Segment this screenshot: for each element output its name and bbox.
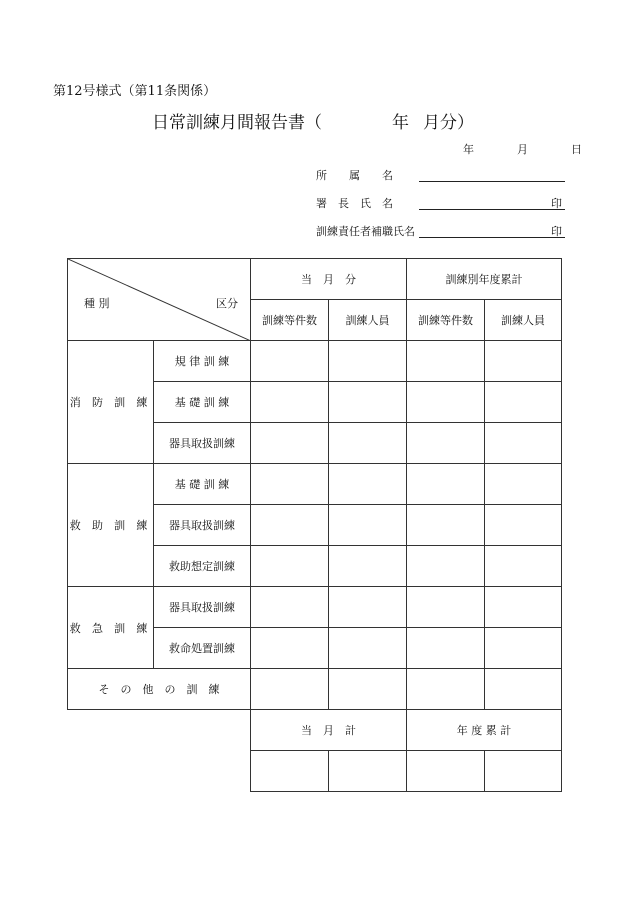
table-cell[interactable] <box>251 628 329 669</box>
table-cell[interactable] <box>329 505 407 546</box>
row-label: 救助想定訓練 <box>154 546 251 587</box>
date-line <box>463 141 582 157</box>
table-cell[interactable] <box>407 669 485 710</box>
total-cell[interactable] <box>485 751 562 792</box>
row-label: 規 律 訓 練 <box>154 341 251 382</box>
table-cell[interactable] <box>485 464 562 505</box>
table-cell[interactable] <box>407 587 485 628</box>
header-current-month: 当 月 分 <box>251 259 407 300</box>
group-ems: 救 急 訓 練 <box>68 587 154 669</box>
row-label: 救命処置訓練 <box>154 628 251 669</box>
station-chief-label: 署 長 氏 名 <box>316 197 393 210</box>
table-cell[interactable] <box>251 341 329 382</box>
seal-mark: 印 <box>551 225 562 238</box>
table-cell[interactable] <box>329 464 407 505</box>
table-cell[interactable] <box>329 546 407 587</box>
date-day: 日 <box>571 143 582 156</box>
table-cell[interactable] <box>407 341 485 382</box>
affiliation-label: 所 属 名 <box>316 169 393 182</box>
group-rescue: 救 助 訓 練 <box>68 464 154 587</box>
table-cell[interactable] <box>251 505 329 546</box>
title-year: 年 <box>392 113 409 133</box>
table-cell[interactable] <box>251 587 329 628</box>
title-prefix: 日常訓練月間報告書（ <box>152 113 322 133</box>
report-table <box>67 258 562 792</box>
document-title <box>152 108 474 133</box>
date-month: 月 <box>517 143 528 156</box>
row-label: 器具取扱訓練 <box>154 505 251 546</box>
table-cell[interactable] <box>329 628 407 669</box>
table-cell[interactable] <box>485 669 562 710</box>
table-cell[interactable] <box>485 505 562 546</box>
total-year-header: 年 度 累 計 <box>407 710 562 751</box>
total-cell[interactable] <box>407 751 485 792</box>
training-officer-line[interactable] <box>419 237 565 238</box>
row-label: 器具取扱訓練 <box>154 423 251 464</box>
table-cell[interactable] <box>251 382 329 423</box>
table-cell[interactable] <box>407 628 485 669</box>
header-people: 訓練人員 <box>329 300 407 341</box>
corner-label-category: 区分 <box>216 297 238 310</box>
table-cell[interactable] <box>485 546 562 587</box>
table-cell[interactable] <box>407 505 485 546</box>
training-officer-field[interactable] <box>316 223 566 239</box>
corner-label-type: 種 別 <box>84 297 110 310</box>
table-cell[interactable] <box>485 587 562 628</box>
table-cell[interactable] <box>407 382 485 423</box>
total-month-header: 当 月 計 <box>251 710 407 751</box>
table-cell[interactable] <box>329 587 407 628</box>
table-cell[interactable] <box>485 341 562 382</box>
row-label: 基 礎 訓 練 <box>154 382 251 423</box>
affiliation-line[interactable] <box>419 181 565 182</box>
table-cell[interactable] <box>251 423 329 464</box>
table-cell[interactable] <box>407 464 485 505</box>
affiliation-field[interactable] <box>316 167 566 183</box>
table-cell[interactable] <box>407 546 485 587</box>
title-month: 月分） <box>423 113 474 133</box>
station-chief-line[interactable] <box>419 209 565 210</box>
table-cell[interactable] <box>329 341 407 382</box>
table-cell[interactable] <box>251 546 329 587</box>
table-cell[interactable] <box>329 423 407 464</box>
station-chief-field[interactable] <box>316 195 566 211</box>
table-cell[interactable] <box>485 423 562 464</box>
corner-header <box>68 259 251 341</box>
table-cell[interactable] <box>485 382 562 423</box>
total-cell[interactable] <box>329 751 407 792</box>
row-label: 基 礎 訓 練 <box>154 464 251 505</box>
header-annual-cumulative: 訓練別年度累計 <box>407 259 562 300</box>
table-cell[interactable] <box>329 669 407 710</box>
group-fire: 消 防 訓 練 <box>68 341 154 464</box>
table-cell[interactable] <box>251 669 329 710</box>
row-label: 器具取扱訓練 <box>154 587 251 628</box>
table-cell[interactable] <box>329 382 407 423</box>
table-cell[interactable] <box>485 628 562 669</box>
table-cell[interactable] <box>251 464 329 505</box>
total-cell[interactable] <box>251 751 329 792</box>
date-year: 年 <box>463 143 474 156</box>
blank-area <box>68 751 251 792</box>
header-people: 訓練人員 <box>485 300 562 341</box>
header-count: 訓練等件数 <box>407 300 485 341</box>
blank-area <box>68 710 251 751</box>
form-number: 第12号様式（第11条関係） <box>53 84 217 99</box>
training-officer-label: 訓練責任者補職氏名 <box>316 225 415 238</box>
header-count: 訓練等件数 <box>251 300 329 341</box>
group-other: そ の 他 の 訓 練 <box>68 669 251 710</box>
seal-mark: 印 <box>551 197 562 210</box>
table-cell[interactable] <box>407 423 485 464</box>
